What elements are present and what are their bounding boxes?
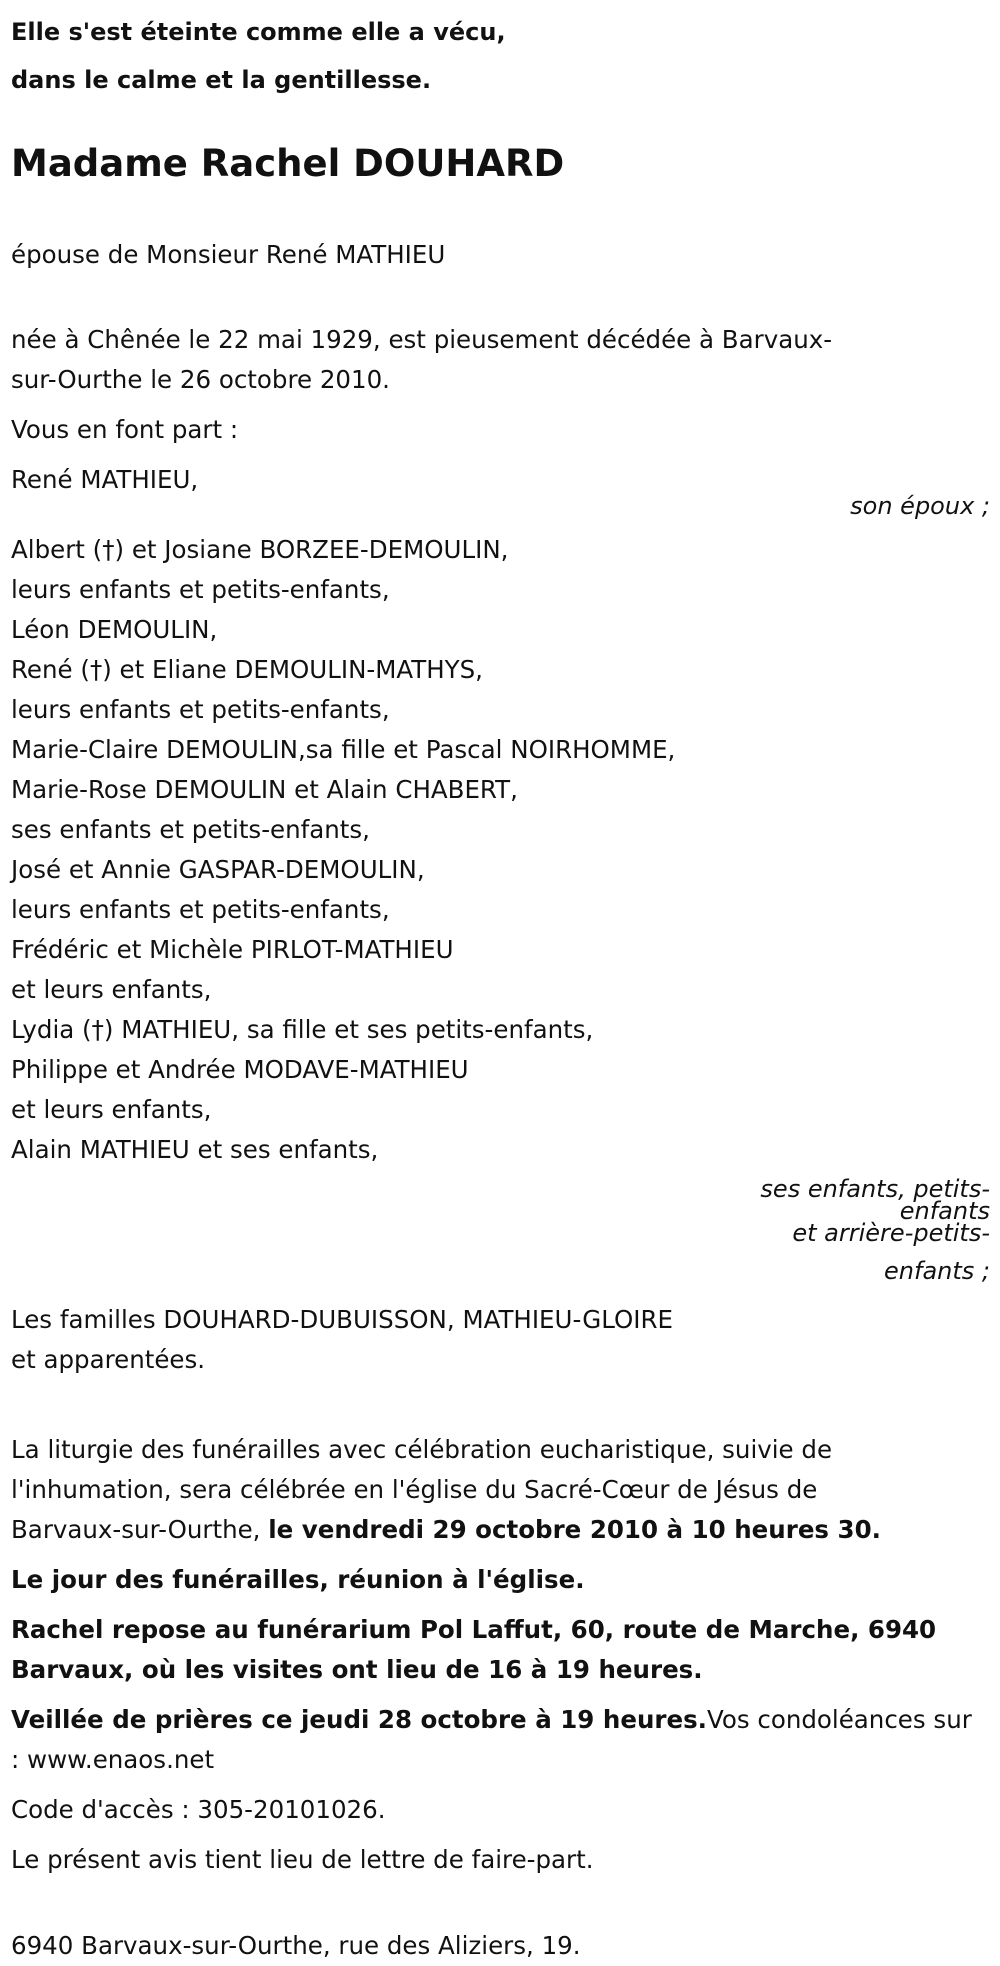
vigil-line-1	[11, 1700, 990, 1740]
children-line: leurs enfants et petits-enfants,	[11, 895, 390, 924]
children-line: Lydia (†) MATHIEU, sa fille et ses petits-enfants,	[11, 1015, 594, 1044]
rest-info	[11, 1610, 990, 1690]
funeral-line-1: La liturgie des funérailles avec célébration eucharistique, suivie de	[11, 1435, 833, 1464]
condolences-website: : www.enaos.net	[11, 1745, 215, 1774]
children-line: José et Annie GASPAR-DEMOULIN,	[11, 855, 425, 884]
vigil-info	[11, 1700, 990, 1780]
announce-heading: Vous en font part :	[11, 415, 239, 444]
funeral-line-3	[11, 1510, 990, 1550]
families-line-2: et apparentées.	[11, 1345, 206, 1374]
rest-line-1: Rachel repose au funérarium Pol Laffut, 60, route de Marche, 6940	[11, 1615, 937, 1644]
children-line: Marie-Rose DEMOULIN et Alain CHABERT,	[11, 775, 518, 804]
children-line: Albert (†) et Josiane BORZEE-DEMOULIN,	[11, 535, 509, 564]
spouse-of: épouse de Monsieur René MATHIEU	[11, 240, 446, 269]
children-line: René (†) et Eliane DEMOULIN-MATHYS,	[11, 655, 483, 684]
spouse-role: son époux ;	[850, 492, 990, 520]
birth-death-line-2: sur-Ourthe le 26 octobre 2010.	[11, 365, 390, 394]
children-role-line-4: enfants ;	[884, 1257, 990, 1285]
deceased-name: Madame Rachel DOUHARD	[11, 142, 565, 185]
access-code: Code d'accès : 305-20101026.	[11, 1795, 386, 1824]
children-line: leurs enfants et petits-enfants,	[11, 575, 390, 604]
intro-line-2: dans le calme et la gentillesse.	[11, 66, 432, 94]
rest-line-2: Barvaux, où les visites ont lieu de 16 à 19 heures.	[11, 1655, 703, 1684]
children-line: Frédéric et Michèle PIRLOT-MATHIEU	[11, 935, 454, 964]
children-line: ses enfants et petits-enfants,	[11, 815, 370, 844]
children-line: et leurs enfants,	[11, 975, 212, 1004]
spouse-block	[11, 460, 990, 526]
families-block	[11, 1300, 990, 1380]
children-line: leurs enfants et petits-enfants,	[11, 695, 390, 724]
children-line: Léon DEMOULIN,	[11, 615, 218, 644]
spouse-name: René MATHIEU,	[11, 465, 199, 494]
children-line: Philippe et Andrée MODAVE-MATHIEU	[11, 1055, 469, 1084]
children-role-line-3: et arrière-petits-	[792, 1219, 990, 1247]
notice-text: Le présent avis tient lieu de lettre de faire-part.	[11, 1845, 594, 1874]
funeral-place: Barvaux-sur-Ourthe,	[11, 1515, 269, 1544]
children-line: Marie-Claire DEMOULIN,sa fille et Pascal NOIRHOMME,	[11, 735, 676, 764]
birth-death-info	[11, 320, 891, 400]
birth-death-line-1: née à Chênée le 22 mai 1929, est pieusement décédée à Barvaux-	[11, 325, 833, 354]
vigil-time: Veillée de prières ce jeudi 28 octobre à 19 heures.	[11, 1705, 707, 1734]
funeral-info	[11, 1430, 990, 1550]
funeral-datetime: le vendredi 29 octobre 2010 à 10 heures 30.	[268, 1515, 881, 1544]
intro-line-1: Elle s'est éteinte comme elle a vécu,	[11, 18, 506, 46]
children-role-line-2: enfants	[899, 1197, 990, 1225]
funeral-line-2: l'inhumation, sera célébrée en l'église du Sacré-Cœur de Jésus de	[11, 1475, 818, 1504]
children-line: Alain MATHIEU et ses enfants,	[11, 1135, 379, 1164]
meeting-info: Le jour des funérailles, réunion à l'église.	[11, 1565, 585, 1594]
children-role-line-1: ses enfants, petits-	[760, 1175, 990, 1203]
condolences-text: Vos condoléances sur	[706, 1705, 972, 1734]
address: 6940 Barvaux-sur-Ourthe, rue des Aliziers, 19.	[11, 1931, 581, 1960]
children-block	[11, 530, 990, 1290]
children-line: et leurs enfants,	[11, 1095, 212, 1124]
families-line-1: Les familles DOUHARD-DUBUISSON, MATHIEU-GLOIRE	[11, 1305, 673, 1334]
children-role	[11, 1170, 990, 1290]
